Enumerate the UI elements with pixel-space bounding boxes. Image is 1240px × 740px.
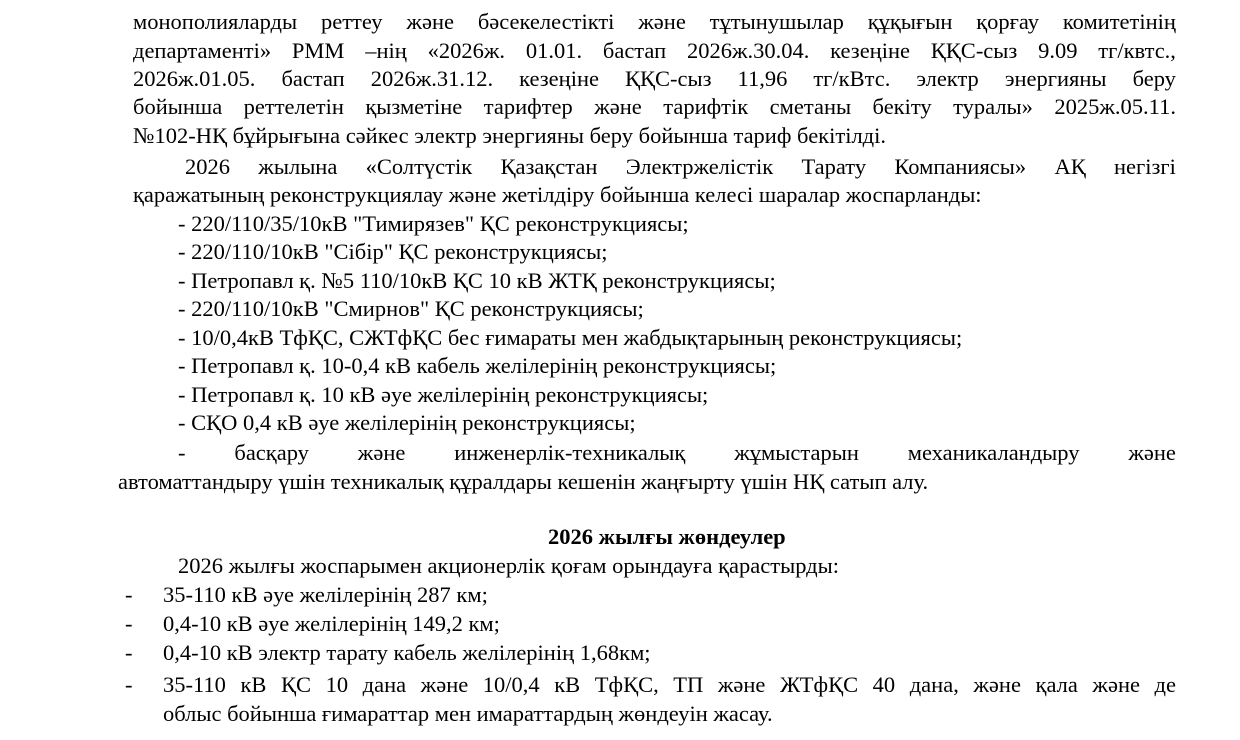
word: Компаниясы» [894, 154, 1027, 179]
word: АҚ [1054, 154, 1086, 179]
word: кезеңіне [830, 38, 910, 63]
repairs-item-2: 0,4-10 кВ әуе желілерінің 149,2 км; [163, 611, 500, 636]
word: сметаны [769, 94, 852, 119]
word: 11,96 [737, 66, 788, 91]
word: және [717, 672, 766, 697]
word: бастап [602, 38, 667, 63]
word: дана [362, 672, 407, 697]
word: және [1128, 440, 1176, 465]
word: департаменті» [133, 38, 272, 63]
plan-item-2: - 220/110/10кВ "Сібір" ҚС реконструкциясы; [178, 239, 608, 264]
plan-item-9-line-1 [178, 439, 1176, 467]
word: және [1092, 672, 1140, 697]
word: реттелетін [243, 94, 344, 119]
plan-item-6: - Петропавл қ. 10-0,4 кВ кабель желілерінің реконструкциясы; [178, 353, 777, 378]
word: қызметіне [365, 94, 463, 119]
repairs-item-3: 0,4-10 кВ электр тарату кабель желілерінің 1,68км; [163, 640, 651, 665]
repairs-item-1-dash: - [125, 582, 133, 607]
word: реттеу [320, 9, 383, 34]
word: - [178, 440, 186, 465]
repairs-item-1: 35-110 кВ әуе желілерінің 287 км; [163, 582, 488, 607]
word: тұтынушылар [709, 9, 844, 34]
word: дана, [909, 672, 959, 697]
plan-item-3: - Петропавл қ. №5 110/10кВ ҚС 10 кВ ЖТҚ реконструкциясы; [178, 268, 776, 293]
word: бастап [281, 66, 345, 91]
word: ТфҚС, [594, 672, 659, 697]
word: «Солтүстік [365, 154, 473, 179]
word: ҚҚС-сыз [930, 38, 1018, 63]
word: жұмыстарын [734, 440, 859, 465]
plan-item-4: - 220/110/10кВ "Смирнов" ҚС реконструкциясы; [178, 296, 644, 321]
word: кВ [240, 672, 267, 697]
plan-item-9-line-2: автоматтандыру үшін техникалық құралдары кешенін жаңғырту үшін НҚ сатып алу. [118, 469, 929, 494]
word: және [420, 672, 469, 697]
word: монополияларды [133, 9, 298, 34]
word: ТП [673, 672, 704, 697]
repairs-intro: 2026 жылғы жоспарымен акционерлік қоғам орындауға қарастырды: [178, 553, 839, 578]
word: 2026 [185, 154, 230, 179]
word: бойынша [133, 94, 223, 119]
word: және [973, 672, 1021, 697]
word: және [638, 9, 686, 34]
word: негізгі [1114, 154, 1176, 179]
intro-line-3 [133, 65, 1176, 93]
word: тг/кВтс. [813, 66, 891, 91]
word: бекіту [872, 94, 932, 119]
intro-line-2 [133, 37, 1176, 65]
intro-line-1 [133, 8, 1176, 36]
repairs-heading: 2026 жылғы жөндеулер [548, 524, 786, 549]
word: және [594, 94, 642, 119]
word: құқығын [867, 9, 953, 34]
plan-item-1: - 220/110/35/10кВ "Тимирязев" ҚС реконструкциясы; [178, 211, 689, 236]
plan-item-7: - Петропавл қ. 10 кВ әуе желілерінің реконструкциясы; [178, 382, 709, 407]
word: Тарату [801, 154, 867, 179]
word: 40 [872, 672, 896, 697]
intro-line-4 [133, 93, 1176, 121]
word: Электржелістік [625, 154, 774, 179]
word: ҚС [281, 672, 312, 697]
word: «2026ж. [427, 38, 506, 63]
word: комитетінің [1062, 9, 1176, 34]
repairs-item-4-line-2: облыс бойынша ғимараттар мен имараттардың жөндеуін жасау. [163, 701, 773, 726]
word: кВ [554, 672, 581, 697]
word: басқару [234, 440, 309, 465]
repairs-item-4-dash: - [125, 672, 133, 697]
word: туралы» [953, 94, 1033, 119]
word: 10/0,4 [482, 672, 540, 697]
word: кезеңіне [519, 66, 599, 91]
word: 2026ж.31.12. [370, 66, 494, 91]
plan-line-2: қаражатының реконструкциялау және жетілдіру бойынша келесі шаралар жоспарланды: [133, 182, 982, 207]
word: РММ [291, 38, 345, 63]
word: 2025ж.05.11. [1054, 94, 1176, 119]
repairs-item-3-dash: - [125, 640, 133, 665]
word: тг/квтс., [1098, 38, 1176, 63]
plan-item-5: - 10/0,4кВ ТфҚС, СЖТфҚС бес ғимараты мен жабдықтарының реконструкциясы; [178, 325, 963, 350]
word: 10 [325, 672, 349, 697]
word: Қазақстан [500, 154, 598, 179]
word: тарифтер [483, 94, 573, 119]
word: инженерлік-техникалық [454, 440, 686, 465]
word: бәсекелестікті [477, 9, 615, 34]
word: –нің [365, 38, 407, 63]
word: қорғау [976, 9, 1039, 34]
word: 2026ж.01.05. [133, 66, 256, 91]
intro-line-5: №102-НҚ бұйрығына сәйкес электр энергияны беру бойынша тариф бекітілді. [133, 123, 887, 148]
word: механикаландыру [907, 440, 1080, 465]
word: беру [1132, 66, 1176, 91]
word: 35-110 [163, 672, 226, 697]
word: 01.01. [525, 38, 583, 63]
repairs-item-4-line-1 [163, 671, 1176, 699]
repairs-item-2-dash: - [125, 611, 133, 636]
word: қала [1035, 672, 1078, 697]
word: және [357, 440, 406, 465]
word: және [406, 9, 454, 34]
word: электр [916, 66, 979, 91]
word: тарифтік [663, 94, 749, 119]
word: 2026ж.30.04. [686, 38, 810, 63]
word: энергияны [1004, 66, 1107, 91]
word: жылына [258, 154, 338, 179]
plan-line-1 [185, 153, 1176, 181]
word: 9.09 [1038, 38, 1078, 63]
plan-item-8: - СҚО 0,4 кВ әуе желілерінің реконструкциясы; [178, 410, 636, 435]
word: ҚҚС-сыз [625, 66, 712, 91]
word: ЖТфҚС [779, 672, 859, 697]
word: де [1154, 672, 1176, 697]
